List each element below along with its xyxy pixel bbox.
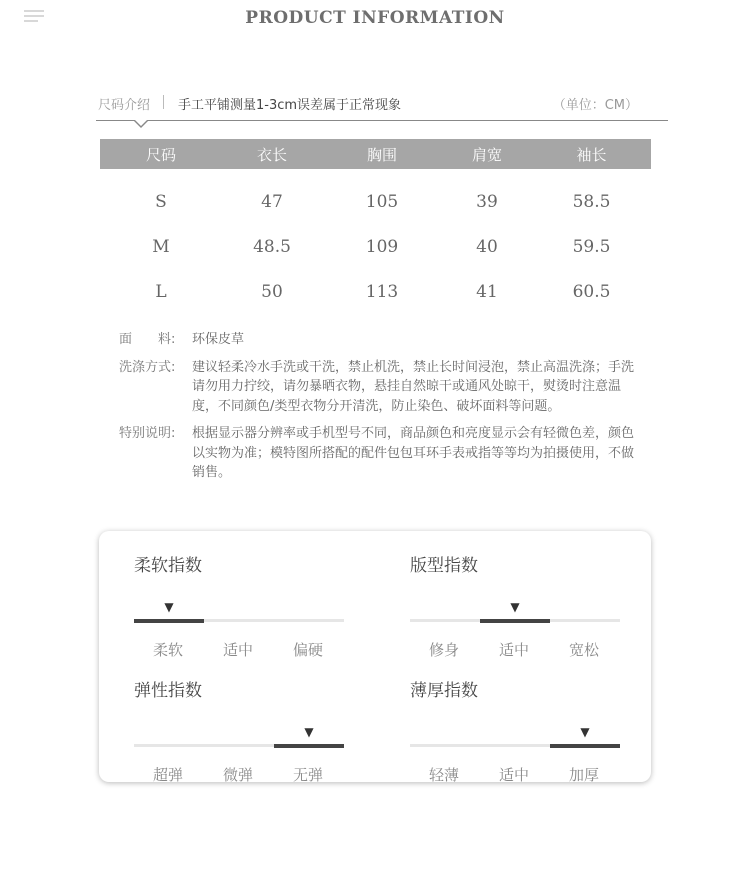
index-option: 微弹 <box>222 766 253 784</box>
index-title: 薄厚指数 <box>410 681 478 701</box>
table-header-row <box>100 139 651 169</box>
page-title: PRODUCT INFORMATION <box>245 8 505 28</box>
size-chart-label: 尺码介绍 <box>98 98 151 113</box>
table-cell: M <box>152 236 170 257</box>
table-row <box>100 224 651 269</box>
header-divider <box>163 95 164 109</box>
index-option: 适中 <box>498 766 529 784</box>
column-header: 尺码 <box>100 139 222 169</box>
index-option: 超弹 <box>152 766 183 784</box>
index-option: 偏硬 <box>292 641 323 659</box>
triangle-down-icon: ▼ <box>304 725 314 739</box>
size-chart-header <box>96 92 668 114</box>
index-fill <box>480 619 550 623</box>
table-cell: 47 <box>261 191 283 212</box>
table-cell: L <box>155 281 167 302</box>
index-option: 修身 <box>428 641 459 659</box>
table-row <box>100 179 651 224</box>
fabric-label: 面 料: <box>119 332 176 347</box>
washing-text: 建议轻柔冷水手洗或干洗，禁止机洗，禁止长时间浸泡，禁止高温洗涤；手洗请勿用力拧绞，请勿暴晒衣物，悬挂自然晾干或通风处晾干，熨烫时注意温度，不同颜色/类型衣物分开清洗，防止染色、破坏面料等问题。 <box>192 359 635 414</box>
triangle-down-icon: ▼ <box>164 600 174 614</box>
triangle-down-icon: ▼ <box>580 725 590 739</box>
table-cell: 41 <box>476 281 498 302</box>
washing-row <box>119 358 659 417</box>
index-fill <box>550 744 620 748</box>
table-cell: 58.5 <box>572 191 611 212</box>
index-option: 加厚 <box>568 766 599 784</box>
notice-row <box>119 424 659 483</box>
product-index-card <box>99 531 651 782</box>
index-title: 弹性指数 <box>134 681 202 701</box>
index-option: 适中 <box>498 641 529 659</box>
measurement-note: 手工平铺测量1-3cm误差属于正常现象 <box>178 98 402 113</box>
notice-label: 特别说明: <box>119 426 176 441</box>
table-cell: 40 <box>476 236 498 257</box>
size-table <box>100 139 651 314</box>
table-cell: S <box>155 191 167 212</box>
table-cell: 48.5 <box>253 236 291 257</box>
index-option: 无弹 <box>292 766 323 784</box>
softness-index <box>133 551 345 659</box>
thickness-index <box>409 676 621 784</box>
fabric-value: 环保皮草 <box>192 332 245 347</box>
column-header: 袖长 <box>532 139 651 169</box>
index-option: 宽松 <box>568 641 599 659</box>
table-cell: 50 <box>261 281 283 302</box>
unit-label: （单位：CM） <box>552 98 638 113</box>
table-cell: 60.5 <box>572 281 611 302</box>
index-title: 版型指数 <box>410 556 478 576</box>
index-option: 柔软 <box>152 641 183 659</box>
table-cell: 59.5 <box>572 236 611 257</box>
fit-index <box>409 551 621 659</box>
table-cell: 113 <box>365 281 399 302</box>
fabric-row <box>119 330 659 350</box>
table-row <box>100 269 651 314</box>
product-details <box>119 330 659 491</box>
table-cell: 105 <box>365 191 399 212</box>
index-fill <box>134 619 204 623</box>
table-cell: 109 <box>365 236 399 257</box>
column-header: 胸围 <box>322 139 442 169</box>
column-header: 肩宽 <box>442 139 532 169</box>
column-header: 衣长 <box>222 139 322 169</box>
table-cell: 39 <box>476 191 498 212</box>
index-title: 柔软指数 <box>134 556 202 576</box>
index-option: 适中 <box>222 641 253 659</box>
triangle-down-icon: ▼ <box>510 600 520 614</box>
notice-text: 根据显示器分辨率或手机型号不同，商品颜色和亮度显示会有轻微色差，颜色以实物为准；模特图所搭配的配件包包耳环手表戒指等等均为拍摄使用，不做销售。 <box>192 426 635 480</box>
elasticity-index <box>133 676 345 784</box>
washing-label: 洗涤方式: <box>119 359 176 375</box>
header-rule <box>96 120 668 121</box>
index-fill <box>274 744 344 748</box>
index-option: 轻薄 <box>428 766 459 784</box>
